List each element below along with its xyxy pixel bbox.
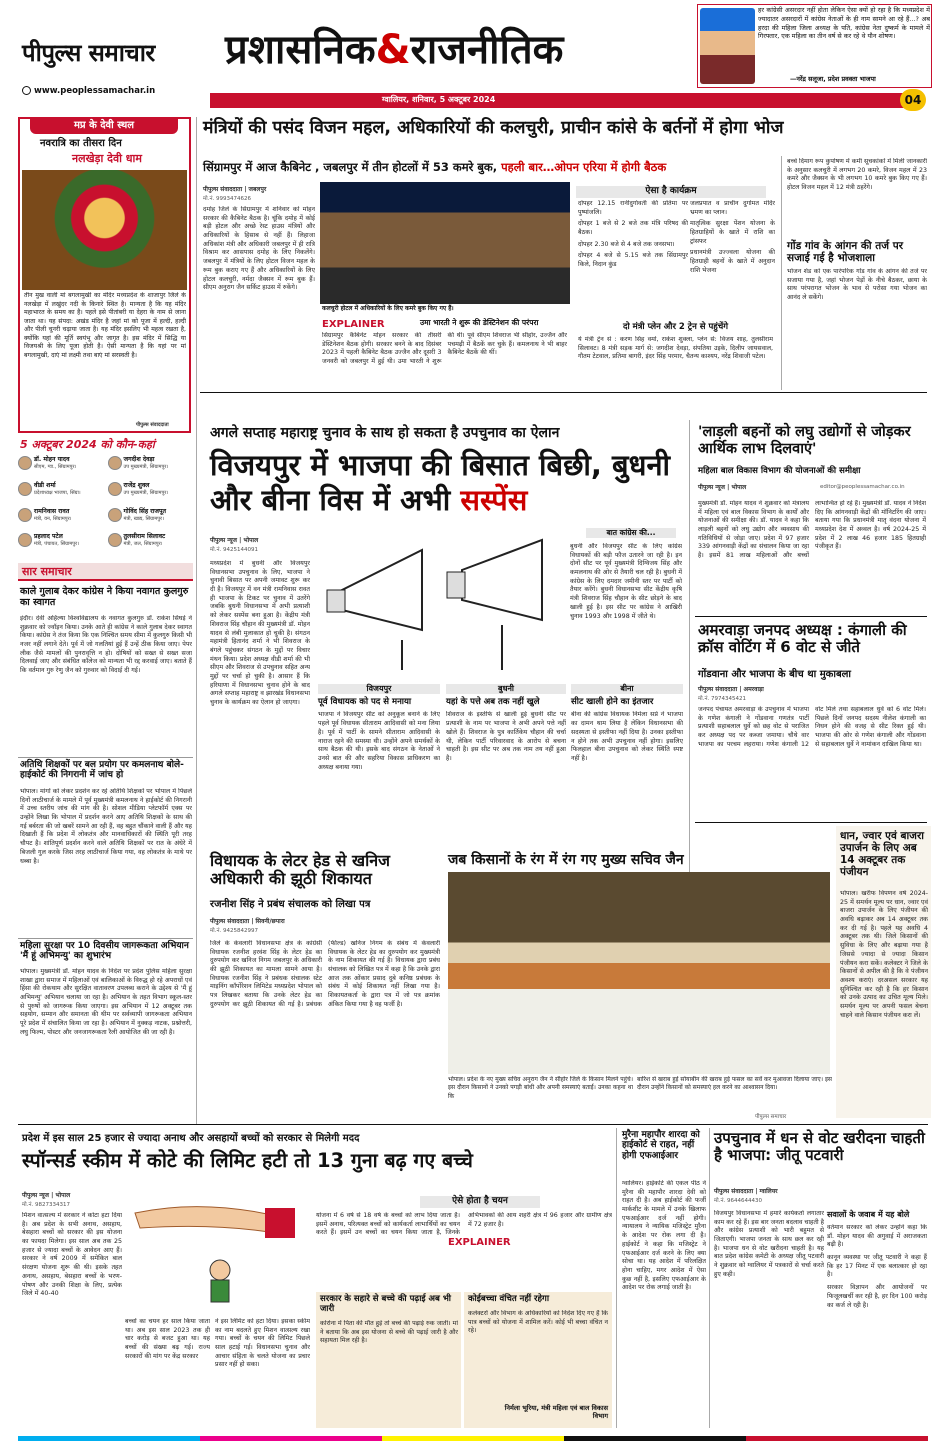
leader-photo xyxy=(108,456,122,470)
brief-1-body: इंदौर। देवी अहिल्या विश्वविद्यालय के नवागत कुलगुरु डॉ. राकेश सिंघई ने शुक्रवार को ज्वॉइन किया। उनके आते ही कांग्रेस ने काले गुलाब देकर स्वागत किया। कांग्रेस ने तंज किया कि एक निश्चित समय सीमा में कुलगुरु किसी भी नजर नहीं लगाने देते। पूर्व में जो गलतियां हुई हैं उन्हें ठीक किया जाए। पेपर लीक जैसे मामलों की पुनरावृत्ति न हो। दोषियों को सख्त से सख्त सजा दिलवाई जाए और संबंधित कॉलेज को मान्यता भी रद्द करवाई जाए। बताते हैं कि वर्तमान गुरु रेणु जैन को गुरुवार को विदाई दी गई। xyxy=(20,615,192,675)
select-explainer-label: EXPLAINER xyxy=(448,1237,511,1248)
program-item: मातृत्विक सुरक्षा पेंशन योजना के हितग्राहियों के खाते में राशि का ट्रांसफर xyxy=(690,220,775,245)
panel-body: शिवराज के इस्तीफे से खाली हुई बुधनी सीट पर प्रत्याशी के नाम पर भाजपा ने अभी अपने पत्ते नहीं खोले हैं। शिवराज के पुत्र कार्तिकेय चौहान की चर्चा थी, लेकिन पार्टी परिवारवाद के आरोप से बचना चाहती है। इस सीट पर अब तक नाम तय नहीं हुआ है। xyxy=(446,711,566,762)
admin-headline: कोईबच्चा वंचित नहीं रहेगा xyxy=(468,1294,550,1304)
leader-role: मंत्री, जल, सिंग्रामपुर। xyxy=(123,541,163,548)
dateline: ग्वालियर, शनिवार, 5 अक्टूबर 2024 xyxy=(382,95,496,104)
jain-headline: जब किसानों के रंग में रंग गए मुख्य सचिव जैन xyxy=(448,852,684,868)
program-list-2 xyxy=(690,200,775,318)
cabinet-subhead: सिंग्रामपुर में आज कैबिनेट , जबलपुर में तीन होटलों में 53 कमरे बुक, पहली बार…ओपन एरिया में होगी बैठक xyxy=(203,160,667,174)
page-number: 04 xyxy=(900,89,926,111)
amarwara-subhead: गोंडवाना और भाजपा के बीच था मुकाबला xyxy=(698,669,852,680)
admin-body: कलेक्टरों और विभाग के अधिकारियों को निर्देश दिए गए हैं कि पात्र बच्चों को योजना में शामिल करें। कोई भी बच्चा वंचित न रहे। xyxy=(468,1310,608,1335)
leader-role: मंत्री, खाद्य, सिंग्रामपुर। xyxy=(123,515,164,522)
cabinet-byline: पीपुल्स संवाददाता | जबलपुर xyxy=(203,186,267,193)
leader-item xyxy=(18,456,104,479)
patwari-mobile: मो.नं. 9644644430 xyxy=(714,1198,763,1204)
leader-photo xyxy=(18,482,32,496)
hand-icon xyxy=(125,1188,305,1308)
leader-name: डॉ. मोहन यादव xyxy=(34,456,70,463)
brief-3-headline: महिला सुरक्षा पर 10 दिवसीय जागरूकता अभियान 'मैं हूं अभिमन्यु' का शुभारंभ xyxy=(20,941,189,962)
leader-name: जगदीश देवड़ा xyxy=(123,456,155,463)
morena-body: ग्वालियर। हाईकोर्ट की एकल पीठ ने मुरैना की महापौर शारदा देवी को राहत दी है। अब हाईकोर्ट की फर्जी मार्कशीट के मामले में उनके खिलाफ एफआईआर दर्ज नहीं होगी। न्यायालय ने न्यायिक मजिस्ट्रेट मुरैना के आदेश पर रोक लगा दी है। हाईकोर्ट ने कहा कि मजिस्ट्रेट ने एफआईआर दर्ज करने के लिए क्या सोचा था। यह आदेश में परिलक्षित होना चाहिए, मगर आदेश में ऐसा कुछ नहीं है, इसलिए एफआईआर के आदेश पर रोक लगाई जाती है। xyxy=(622,1180,706,1292)
amarwara-mobile: मो.नं. 7974345421 xyxy=(698,696,747,702)
leader-photo xyxy=(18,508,32,522)
leader-item xyxy=(108,456,194,479)
brief-3-body: भोपाल। मुख्यमंत्री डॉ. मोहन यादव के निर्देश पर प्रदेश पुलिस महिला सुरक्षा शाखा द्वारा समाज में महिलाओं एवं बालिकाओं के विरुद्ध हो रहे अपराधों एवं हिंसा की रोकथाम और सुरक्षित वातावरण उपलब्ध कराने के उद्देश्य से 'मैं हूं अभिमन्यु' अभियान चलाया जा रहा है। अभियान के तहत विभाग स्कूल-स्तर से पुरुषों को जागरूक किया जाएगा। इस अभियान में 12 अक्टूबर तक सहयोग, सम्मान और समानता की थीम पर सर्वव्यापी जागरूकता अभियान पूरे प्रदेश में संचालित किया जा रहा है। अभियान में नुक्कड़ नाटक, प्रश्नोत्तरी, लघु फिल्म, पोस्टर और जनजागरूकता रैली आयोजित की जा रही है। xyxy=(20,968,192,1036)
brief-2-headline: अतिथि शिक्षकों पर बल प्रयोग पर कमलनाथ बोले- हाईकोर्ट की निगरानी में जांच हो xyxy=(20,760,184,781)
hotel-photo xyxy=(320,182,570,304)
program-item: दोपहर 4 बजे से 5.15 बजे तक सिंग्रामपुर किले, निदान कुंड xyxy=(578,252,688,269)
brief-1-headline: काले गुलाब देकर कांग्रेस ने किया नवागत कुलगुरु का स्वागत xyxy=(20,586,189,608)
program-item: जलप्रपात व प्राचीन दुर्गामत मंदिर भ्रमण का प्लान। xyxy=(690,200,775,216)
devi-image xyxy=(22,170,187,290)
qa-title: सवालों के जवाब में यह बोले xyxy=(827,1210,910,1219)
bypoll-kicker: अगले सप्ताह महाराष्ट्र चुनाव के साथ हो सकता है उपचुनाव का ऐलान xyxy=(210,425,560,441)
leader-photo xyxy=(18,456,32,470)
program-item: प्रधानमंत्री उज्ज्वला योजना की हितग्राही बहनों के खाते में अनुदान राशि भेजना xyxy=(690,249,775,274)
select-body: योजना में 6 वर्ष से 18 वर्ष के बच्चों को लाभ दिया जाता है। इसमें अनाथ, परित्यक्त बच्चों को कार्यकर्ता लाभार्थियों का चयन करते हैं। इसमें उन बच्चों का चयन किया जाता है, जिनके अभिभावकों की आय शहरी क्षेत्र में 96 हजार और ग्रामीण क्षेत्र में 72 हजार है। xyxy=(316,1212,612,1237)
panel-place: बीना xyxy=(571,684,683,694)
briefs-title: सार समाचार xyxy=(22,565,72,578)
morena-headline: मुरैना महापौर शारदा को हाईकोर्ट से राहत, नहीं होगी एफआईआर xyxy=(622,1130,700,1161)
orphans-kicker: प्रदेश में इस साल 25 हजार से ज्यादा अनाथ और असहायों बच्चों को सरकार से मिलेगी मदद xyxy=(22,1133,360,1144)
panel-headline: सीट खाली होने का इंतजार xyxy=(571,697,654,708)
select-title: ऐसे होता है चयन xyxy=(420,1196,540,1208)
patwari-byline: पीपुल्स संवाददाता | ग्वालियर xyxy=(714,1188,778,1195)
qa-item: वर्तमान सरकार को लेकर उन्होंने कहा कि डॉ. मोहन यादव की अगुवाई में अराजकता बढ़ी है। xyxy=(827,1224,927,1249)
khanij-subhead: रजनीश सिंह ने प्रबंध संचालक को लिखा पत्र xyxy=(210,899,371,910)
leader-role: उप मुख्यमंत्री, सिंग्रामपुर। xyxy=(123,489,169,496)
leader-name: प्रहलाद पटेल xyxy=(34,533,63,541)
program-item: दोपहर 1 बजे से 2 बजे तक मंत्रि परिषद की बैठक। xyxy=(578,220,688,237)
cabinet-mobile: मो.नं. 9993474626 xyxy=(203,196,252,202)
leader-role: प्रदेशाध्यक्ष भाजपा, सिंग्रा। xyxy=(34,489,81,496)
panel-budhni xyxy=(446,684,566,874)
jain-caption-1: भोपाल। प्रदेश के नए मुख्य सचिव अनुराग जैन ने सीहोर जिले के किसान मिलने पहुंचे। इस दौरान किसानों ने उनको पगड़ी बांधी और अपनी समस्याएं बताईं। उनका कहना था कि xyxy=(448,1076,633,1100)
panel-place: बुधनी xyxy=(446,684,566,694)
ladli-body: मुख्यमंत्री डॉ. मोहन यादव ने शुक्रवार को मंत्रालय में महिला एवं बाल विकास विभाग के कार्यों और योजनाओं की समीक्षा की। डॉ. यादव ने कहा कि लाड़ली बहनों को लघु उद्योग और व्यवसाय की गतिविधियों से जोड़ा जाए। प्रदेश में 97 हजार 339 आंगनवाड़ी केंद्रों का संचालन किया जा रहा है। इसमें 81 लाख महिलाओं और बच्चों लाभान्वित हो रहे हैं। मुख्यमंत्री डॉ. यादव ने निर्देश दिए कि आंगनवाड़ी केंद्रों की मॉनिटरिंग की जाए। बताया गया कि प्रधानमंत्री मातृ वंदना योजना में मध्यप्रदेश देश में अव्वल है। वर्ष 2024-25 में प्रदेश में 2 लाख 46 हजार 185 हितग्राही पंजीकृत हैं। xyxy=(698,500,926,560)
bottom-color-bar xyxy=(18,1436,928,1441)
leader-item xyxy=(18,508,104,531)
quote-author: —नरेंद्र सलूजा, प्रदेश प्रवक्ता भाजपा xyxy=(790,75,876,83)
ladli-headline: 'लाड़ली बहनों को लघु उद्योगों से जोड़कर आर्थिक लाभ दिलवाएं' xyxy=(698,424,911,457)
briefs-header xyxy=(18,563,193,581)
qa-item: कानून व्यवस्था पर जीतू पटवारी ने कहा हैं कि हर 17 मिनट में एक बलात्कार हो रहा है। xyxy=(827,1254,927,1279)
program-list xyxy=(578,200,688,318)
masthead xyxy=(0,0,945,112)
khanij-headline: विधायक के लेटर हेड से खनिज अधिकारी की झूठी शिकायत xyxy=(210,851,391,889)
qa-item: सरकार विज्ञापन और आयोजनों पर फिजूलखर्ची कर रही है, हर दिन 100 करोड़ का कर्ज ले रही है। xyxy=(827,1284,927,1309)
panel-headline: पूर्व विधायक को पद से मनाया xyxy=(318,697,412,708)
dateline-bar xyxy=(210,93,915,108)
panel-body: भाजपा ने विजयपुर सीट को अनुकूल बनाने के लिए पहले पूर्व विधायक सीताराम आदिवासी को मना लिया है। पूर्व में पार्टी के सामने सीताराम आदिवासी के नाराज रहने की समस्या थी। उन्होंने अपने समर्थकों के साथ बैठक की थी। इसके बाद संगठन के नेताओं ने उनसे बात की और सहरिया विकास प्राधिकरण का अध्यक्ष बनाया गया। xyxy=(318,711,440,771)
globe-icon xyxy=(22,86,31,95)
devi-name: नलखेड़ा देवी धाम xyxy=(72,152,142,165)
panel-headline: यहां के पत्ते अब तक नहीं खुले xyxy=(446,697,540,708)
study-headline: सरकार के सहारे से बच्चे की पढ़ाई अब भी जारी xyxy=(320,1294,452,1314)
khanij-mobile: मो.नं. 9425842997 xyxy=(210,928,259,934)
gond-body: भोजन शेड को एक पारंपरिक गोंड गांव के आंगन की तर्ज पर सजाया गया है, जहां भोजन पेड़ों के नीचे बैठकर, छाया के साथ परंपरागत भोजन के भाव से परोसा गया भोजन का आनंद ले सकेंगे। xyxy=(787,268,927,302)
admin-byline: निर्मला भूरिया, मंत्री महिला एवं बाल विकास विभाग xyxy=(504,1404,608,1421)
explainer-body: सिंग्रामपुर कैबिनेट मोहन सरकार की तीसरी डेस्टिनेशन बैठक होगी। सरकार बनने के बाद दिसंबर 2023 में पहली कैबिनेट बैठक उज्जैन और दूसरी 3 जनवरी को जबलपुर में हुई थी। उमा भारती ने शुरू की थी। पूर्व सीएम शिवराज भी सीहोर, उज्जैन और पचमढ़ी में बैठकें कर चुके हैं। कमलनाथ ने भी बाहर कैबिनेट बैठकें की थीं। xyxy=(322,332,567,366)
congress-body: बुधनी और विजयपुर सीट के लिए कांग्रेस विधायकों की बड़ी फौज उतारने जा रही है। इन दोनों सीट पर पूर्व मुख्यमंत्री दिग्विजय सिंह और कमलनाथ की ओर से तैयारी चल रही है। बुधनी में कांग्रेस के लिए दमदार जमीनी स्तर पर पार्टी को तैयार करेंगे। बुधनी विधानसभा सीट केंद्रीय कृषि मंत्री शिवराज सिंह चौहान के सीट छोड़ने के बाद खाली हुई है। इस सीट पर कांग्रेस ने आखिरी चुनाव 1993 और 1998 में जीते थे। xyxy=(570,543,682,620)
leader-role: सीएम, ग्वा., सिंग्रामपुर। xyxy=(34,464,77,471)
leaders-grid xyxy=(18,456,193,556)
orphans-byline: पीपुल्स न्यूज | भोपाल xyxy=(22,1192,71,1199)
plane-title: दो मंत्री प्लेन और 2 ट्रेन से पहुंचेंगे xyxy=(622,322,729,332)
devi-subtitle: नवरात्रि का तीसरा दिन xyxy=(40,138,122,149)
cabinet-headline: मंत्रियों की पसंद विजन महल, अधिकारियों की कलचुरी, प्राचीन कांसे के बर्तनों में होगा भोज xyxy=(203,118,784,138)
leader-name: तुलसीराम सिलावट xyxy=(123,533,166,541)
leader-name: गोविंद सिंह राजपूत xyxy=(123,507,167,515)
patwari-body: विजयपुर विधानसभा में हमारे कार्यकर्ता लगातार काम कर रहे हैं। इस बार जनता बदलाव चाहती है और कांग्रेस प्रत्याशी को भारी बहुमत से जिताएगी। भाजपा जनता के साथ छल कर रही है। भाजपा धन से वोट खरीदना चाहती है। यह बात प्रदेश कांग्रेस कमेटी के अध्यक्ष जीतू पटवारी ने शुक्रवार को ग्वालियर में पत्रकारों से चर्चा करते हुए कही। xyxy=(714,1210,824,1278)
explainer-label: EXPLAINER xyxy=(322,319,385,330)
panel-bina xyxy=(571,684,683,874)
ladli-subhead: महिला बाल विकास विभाग की योजनाओं की समीक्षा xyxy=(698,466,861,476)
leader-item xyxy=(108,482,194,505)
dhan-headline: धान, ज्वार एवं बाजरा उपार्जन के लिए अब 14 अक्टूबर तक पंजीयन xyxy=(840,830,924,879)
leader-role: मंत्री, पंचायत, सिंग्रामपुर। xyxy=(34,541,80,548)
amarwara-byline: पीपुल्स संवाददाता | अमरवाड़ा xyxy=(698,686,764,693)
leader-photo xyxy=(108,482,122,496)
section-title: प्रशासनिक&राजनीतिक xyxy=(225,27,564,73)
brief-2-body: भोपाल। मांगों को लेकर प्रदर्शन कर रहे अतिथि शिक्षकों पर भोपाल में पिछले दिनों लाठीचार्ज के मामले में पूर्व मुख्यमंत्री कमलनाथ ने हाईकोर्ट की निगरानी में उच्च स्तरीय जांच की मांग की है। सोशल मीडिया प्लेटफॉर्म एक्स पर उन्होंने लिखा कि भोपाल में प्रदर्शन करने आए अतिथि शिक्षकों के साथ की गई बर्बरता की जो खबरें सामने आ रही हैं, वह बहुत चौंकाने वाली हैं और यह दिखाती हैं कि प्रदेश में लोकतंत्र और मानवाधिकारों की स्थिति पूरी तरह चौपट है। शांतिपूर्ण प्रदर्शन करने वाले अतिथि शिक्षकों पर रात के अंधेरे में बिजली गुल करके जिस तरह लाठीचार्ज किया गया, वह लोकतंत्र के माथे पर धब्बा है। xyxy=(20,788,192,865)
dhan-body: भोपाल। खरीफ विपणन वर्ष 2024-25 में समर्थन मूल्य पर धान, ज्वार एवं बाजरा उपार्जन के लिए पंजीयन की अवधि बढ़ाकर अब 14 अक्टूबर तक कर दी गई है। पहले यह अवधि 4 अक्टूबर तक थी। जिले किसानों की सुविधा के लिए और बढ़ाया गया है जिससे ज्यादा से ज्यादा किसान पंजीयन करा सकें। कलेक्टर ने जिले के किसानों से अपील की है कि वे पंजीयन अवश्य कराएं। दरअसल सरकार यह सुनिश्चित कर रही है कि हर किसान को उनके उत्पाद का उचित मूल्य मिले। समर्थन मूल्य पर अपनी फसल बेचना चाहने वाले किसान पंजीयन करा लें। xyxy=(840,890,928,1019)
leader-photo xyxy=(108,533,122,547)
leader-item xyxy=(108,533,194,556)
orphans-body-1: मिशन वात्सल्य में सरकार ने कोटा हटा दिया है। अब प्रदेश के सभी अनाथ, असहाय, बेसहारा बच्चों को सरकार की इस योजना का फायदा मिलेगा। इस साल अब तक 25 हजार से ज्यादा बच्चों के आवेदन आए हैं। सरकार ने वर्ष 2009 में समेकित बाल संरक्षण योजना शुरू की थी। इसके तहत अनाथ, असहाय, बेसहारा बच्चों के भरण-पोषण और उनकी शिक्षा के लिए, प्रत्येक जिले में 40-40 xyxy=(22,1212,122,1298)
website-link[interactable]: www.peoplessamachar.in xyxy=(34,86,156,96)
bypoll-mobile: मो.नं. 9425144091 xyxy=(210,547,259,553)
qa-list xyxy=(827,1224,927,1424)
leader-item xyxy=(108,508,194,531)
panel-body: बीना की कांग्रेस विधायक निर्मला सप्रे ने भाजपा का दामन थाम लिया है लेकिन विधानसभा की सदस्यता से इस्तीफा नहीं दिया है। उनका इस्तीफा न होने तक अभी उपचुनाव नहीं होगा। इसलिए फिलहाल बीना उपचुनाव को लेकर स्थिति स्पष्ट नहीं है। xyxy=(571,711,683,762)
panel-vijaypur xyxy=(318,684,440,874)
plane-body: ये मंत्री ट्रेन से : करण सिंह वर्मा, राकेश शुक्ला, प्लेन से: विजय शाह, तुलसीराम सिलावट। 8 मंत्री सड़क मार्ग से: जगदीश देवड़ा, संपतिया उइके, दिलीप जायसवाल, गौतम टेटवाल, प्रतिमा बागरी, इंदर सिंह परमार, चैतन्य काश्यप, नरेंद्र शिवाजी पटेल। xyxy=(578,336,773,361)
program-title: ऐसा है कार्यक्रम xyxy=(576,186,766,198)
ladli-email[interactable]: editor@peoplessamachar.co.in xyxy=(820,484,905,490)
bypoll-headline: विजयपुर में भाजपा की बिसात बिछी, बुधनी और बीना विस में अभी सस्पेंस xyxy=(210,448,671,517)
khanij-byline: पीपुल्स संवाददाता | सिवनी/छपारा xyxy=(210,918,285,925)
hand-illustration xyxy=(125,1188,305,1308)
study-body: कोरोना में पिता की मौत हुई तो बच्चे की पढ़ाई रुक जाती। मां ने बताया कि अब इस योजना से बच्चे की पढ़ाई जारी है और सहायता मिल रही है। xyxy=(320,1320,458,1345)
panel-place: विजयपुर xyxy=(318,684,440,694)
devi-header: मप्र के देवी स्थल xyxy=(30,117,178,134)
leader-role: उप मुख्यमंत्री, सिंग्रामपुर। xyxy=(123,464,169,471)
gond-headline: गोंड गांव के आंगन की तर्ज पर सजाई गई है भोजशाला xyxy=(787,240,904,265)
leader-name: राजेंद्र शुक्ल xyxy=(123,481,150,489)
congress-title: बात कांग्रेस की... xyxy=(586,528,676,538)
leader-item xyxy=(18,533,104,556)
brand-logo: पीपुल्स समाचार xyxy=(22,39,155,67)
leader-photo xyxy=(108,508,122,522)
amarwara-headline: अमरवाड़ा जनपद अध्यक्ष : कंगाली की क्रॉस वोटिंग में 6 वोट से जीते xyxy=(698,621,907,657)
devi-credit: पीपुल्स संवाददाता xyxy=(136,422,169,428)
bypoll-body: मध्यप्रदेश में बुधनी और विजयपुर विधानसभा उपचुनाव के लिए, भाजपा ने चुनावी बिसात पर अपनी जमावट शुरू कर दी है। विजयपुर में वन मंत्री रामनिवास रावत ही भाजपा के टिकट पर चुनाव में उतरेंगे जबकि बुधनी विधानसभा में अभी प्रत्याशी को लेकर सस्पेंस बना हुआ है। केंद्रीय मंत्री शिवराज सिंह चौहान की मुख्यमंत्री डॉ. मोहन यादव से लंबी मुलाकात हो चुकी है। संगठन महामंत्री हितानंद शर्मा ने भी शिवराज के बंगले पहुंचकर संगठन के मुद्दों पर विचार मंथन किया। प्रदेश अध्यक्ष वीडी शर्मा की भी सीएम और शिवराज से उपचुनाव सहित अन्य मुद्दों पर चर्चा हो चुकी है। आसार हैं कि हरियाणा में विधानसभा चुनाव होने के बाद अगले सप्ताह महाराष्ट्र व झारखंड विधानसभा चुनाव के कार्यक्रम का ऐलान हो जाएगा। xyxy=(210,560,310,706)
ladli-byline: पीपुल्स न्यूज | भोपाल xyxy=(698,484,747,491)
leader-item xyxy=(18,482,104,505)
patwari-headline: उपचुनाव में धन से वोट खरीदना चाहती है भाजपा: जीतू पटवारी xyxy=(714,1129,925,1165)
side-kalchuri-text: बच्चे दिमाग रूप कुपोषण में कमी सूचकांकों में मिली जानकारी के अनुसार कलचुरी में लगभग 20 कमरे, विजन महल में 23 कमरे और जैक्सन के भी लगभग 10 कमरे बुक किए गए हैं। होटल विजन महल में 12 मंत्री ठहरेंगे। xyxy=(787,158,927,192)
farmers-photo xyxy=(448,872,830,1074)
orphans-headline: स्पॉन्सर्ड स्कीम में कोटे की लिमिट हटी तो 13 गुना बढ़ गए बच्चे xyxy=(22,1149,473,1172)
loudspeaker-icon xyxy=(312,530,574,678)
loudspeaker-cartoon xyxy=(312,530,574,678)
amarwara-body: जनपद पंचायत अमरवाड़ा के उपचुनाव में भाजपा के गणेश कंगाली ने गोंडवाना गणतंत्र पार्टी प्रत्याशी सहाबलाल धुर्वे को छह वोट से पराजित कर अध्यक्ष पद पर कब्जा जमाया। चौथे वार भाजपा का परचम लहराया। गणेश कंगाली 12 वोट मिले तथा सहाबलाल धुर्वे को 6 वोट मिले। पिछले दिनों जनपद सदस्य नीलेश कंगाली का निधन होने की वजह से सीट रिक्त हुई थी। भाजपा की ओर से गणेश कंगाली और गोंडवाना से सहाबलाल धुर्वे ने नामांकन दाखिल किया था। xyxy=(698,706,926,748)
avatar xyxy=(700,8,755,84)
leader-photo xyxy=(18,533,32,547)
jain-caption-2: बारिश से खराब हुई सोयाबीन की खराब हुई फसल का सर्वे कर मुआवजा दिलाया जाए। इस दौरान उन्होंने किसानों को समस्याएं हल करने का आश्वासन दिया। xyxy=(637,1076,832,1092)
explainer-headline: उमा भारती ने शुरू की डेस्टिनेशन की परंपरा xyxy=(420,318,539,327)
hotel-photo-caption: कलचुरी होटल में अधिकारियों के लिए कमरे बुक किए गए हैं। xyxy=(322,305,454,312)
devi-text: तीन मुख वाली मां बगलामुखी का मंदिर मध्यप्रदेश के शाजापुर जिले के नलखेड़ा में लखुंदर नदी के किनारे स्थित है। मान्यता है कि यह मंदिर महाभारत के समय का है। पहले इसे पीतांबरी या देहरा के नाम से जाना जाता था। यह संपदा: अखंड मंदिर है जहां मां को पूजा में हल्दी, हल्दी और पीली चुनरी चढ़ाया जाता है। यह मंदिर इसलिए भी महत्व रखता है, क्योंकि यहां की मूर्ति स्वयंभू और जागृत है। इस मंदिर में सिद्धि या विजयश्री के लिए पूजा होती है। ऐसी मान्यता है कि यहां पर मां बगलामुखी, दाएं मां लक्ष्मी तथा बाएं मां सरस्वती है। xyxy=(24,292,186,359)
cabinet-body: दमोह जिले के सिंग्रामपुर में शनिवार को मोहन सरकार की कैबिनेट बैठक है। चूंकि दमोह में कोई बड़ी होटल और अच्छे रेस्ट हाउस मंत्रियों और अधिकारियों के हिसाब से नहीं हैं। लिहाजा अधिकांश मंत्री और अधिकारी जबलपुर में ही रात्रि विश्राम कर आसपास दमोह के लिए निकलेंगे। जबलपुर में मंत्रियों के लिए होटल विजन महल के रूम बुक कराए गए हैं और अधिकारियों के लिए होटल कलचुरी, नर्मदा जैक्सन में रूम बुक हैं। सीएम अनुराग जैन सर्किट हाउस में रुकेंगे। xyxy=(203,206,315,292)
orphans-mobile: मो.नं. 9827334317 xyxy=(22,1202,71,1208)
bypoll-byline: पीपुल्स न्यूज | भोपाल xyxy=(210,537,259,544)
leader-role: मंत्री, वन, सिंग्रामपुर। xyxy=(34,515,72,522)
khanij-body: जिले के केवलारी विधानसभा क्षेत्र के कांग्रेसी विधायक रजनीश हरवंश सिंह के लेटर हेड का दुरुपयोग कर खनिज निगम जबलपुर के अधिकारी की झूठी शिकायत का मामला सामने आया है। विधायक रजनीश सिंह ने प्रबंधक संचालक स्टेट माइनिंग कॉर्पोरेशन लिमिटेड मध्यप्रदेश भोपाल को पत्र लिखकर बताया कि उनके लेटर हेड का दुरुपयोग कर झूठी शिकायत की गई है। प्रबंधक (फील्ड) खनिज निगम के संबंध में केवलारी विधायक के लेटर हेड का दुरुपयोग कर मुख्यमंत्री के नाम शिकायत की गई है। विधायक द्वारा प्रबंध संचालक को लिखित पत्र में कहा है कि उनके द्वारा आज तक ओंकार प्रसाद दुबे कनिष्ठ प्रबंधक के संबंध में कोई शिकायत नहीं लिखा गया है। शिकायतकर्ता के द्वारा पत्र में जो पत्र क्रमांक अंकित किया गया है वह फर्जी है। xyxy=(210,940,440,1008)
kaun-kahan-title: 5 अक्टूबर 2024 को कौन-कहां xyxy=(20,438,155,451)
quote-text: हर कांग्रेसी असरदार नहीं होता लेकिन ऐसा क्यों हो रहा है कि मध्यप्रदेश में ज्यादातर असरदारों में कांग्रेस नेताओं के ही नाम सामने आ रहे हैं...? अब हरदा की महिला जिला अध्यक्ष के पति, कांग्रेस नेता दुष्कर्म के मामले में गिरफ्तार, एक महिला का तीन वर्ष से कर रहे थे यौन शोषण। xyxy=(758,6,930,41)
leader-name: वीडी शर्मा xyxy=(34,481,56,489)
jain-credit: पीपुल्स समाचार xyxy=(755,1114,787,1120)
program-item: दोपहर 2.30 बजे से 4 बजे तक जनसभा। xyxy=(578,240,675,248)
program-item: दोपहर 12.15 रानीदुर्गावती की प्रतिमा पर पुष्पांजलि। xyxy=(578,200,688,216)
leader-name: रामनिवास रावत xyxy=(34,507,70,515)
orphans-body-2: बच्चों का चयन हर साल किया जाता था। अब इस साल 2023 तक ही चार करोड़ से बजट हुआ था। यह बच्चों की संख्या बढ़ गई। राज्य सरकारों की मांग पर केंद्र सरकार xyxy=(125,1318,210,1360)
orphans-body-3: ने इस लिमिट को हटा दिया। इसका स्कीम का नाम बदलते हुए मिशन वात्सल्य रखा गया। बच्चों के चयन की लिमिट पिछले साल हटाई गई। विधानसभा चुनाव और आचार संहिता के चलते योजना का प्रचार प्रसार नहीं हो सका। xyxy=(215,1318,310,1369)
